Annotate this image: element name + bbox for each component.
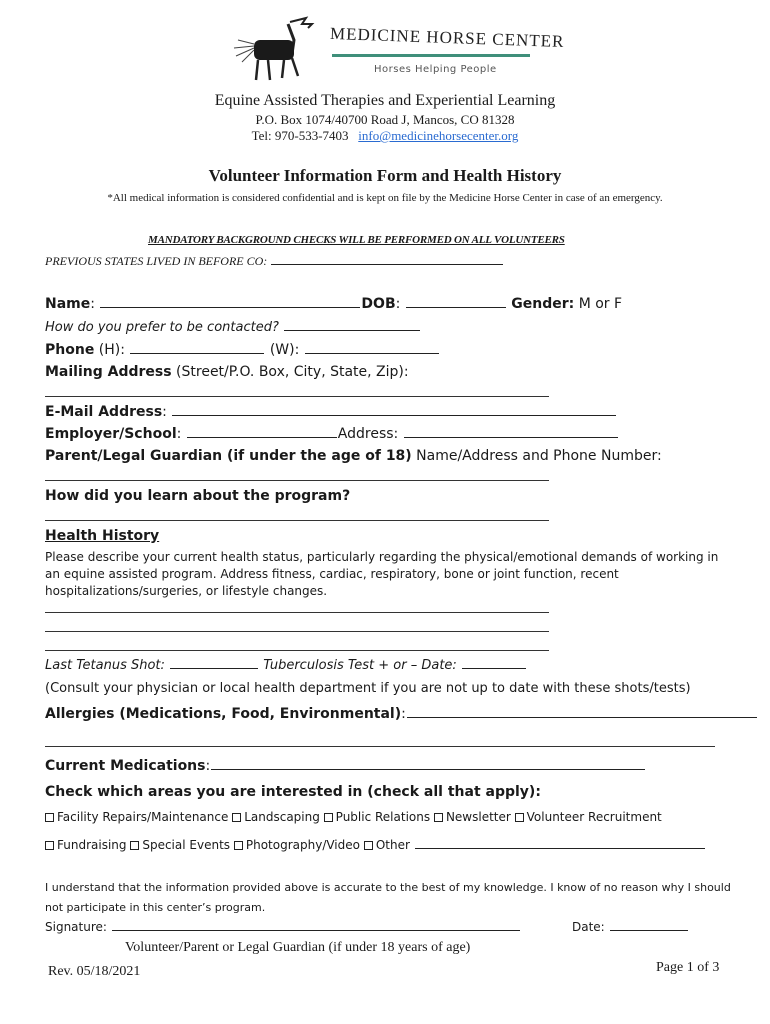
interests-title: Check which areas you are interested in (check all that apply): [45,784,541,800]
logo-underline [332,54,530,57]
signature-row [45,920,521,934]
phone-row [45,342,440,358]
other-field[interactable] [415,847,705,849]
email-label: E-Mail Address [45,404,163,420]
health-field-2[interactable] [45,631,549,632]
checkbox-other[interactable]: Other [364,838,410,852]
confidential-note: *All medical information is considered confidential and is kept on file by the Medicine Horse Center in case of an emergency. [107,192,663,204]
shots-row: Last Tetanus Shot: Tuberculosis Test + or – Date: [45,658,527,673]
employer-row: Employer/School: Address: [45,426,619,442]
guardian-field[interactable] [45,480,549,481]
tetanus-field[interactable] [170,667,258,669]
page-number: Page 1 of 3 [656,960,720,975]
signature-field[interactable] [112,929,520,931]
contact-pref-field[interactable] [284,329,420,331]
guardian-row [45,448,662,464]
checkbox-fundraising[interactable]: Fundraising [45,838,127,852]
mailing-row [45,364,409,380]
medications-field[interactable] [211,768,645,770]
name-label: Name [45,296,91,312]
name-field[interactable] [100,306,360,308]
gender-label: Gender: [511,296,575,312]
health-title: Health History [45,528,160,544]
checkbox-photography[interactable]: Photography/Video [234,838,360,852]
mailing-hint: (Street/P.O. Box, City, State, Zip): [176,364,409,380]
phone-h-label: (H): [98,342,125,358]
health-desc-1: Please describe your current health status, particularly regarding the physical/emotional demands of working in [45,550,719,564]
mailing-field[interactable] [45,396,549,397]
org-contact [0,128,770,144]
understand-1: I understand that the information provided above is accurate to the best of my knowledge. I know of no reason why I should [45,881,731,894]
date-label: Date: [572,920,605,934]
horse-logo-icon [228,14,328,86]
checkbox-icon [324,813,333,822]
email-link[interactable]: info@medicinehorsecenter.org [358,128,519,143]
medications-row: Current Medications: [45,758,646,774]
logo-name: MEDICINE HORSE CENTER [329,23,565,52]
dob-field[interactable] [406,306,506,308]
checkbox-icon [130,841,139,850]
org-heading: Equine Assisted Therapies and Experiential Learning [214,92,556,109]
checkbox-icon [234,841,243,850]
phone-h-field[interactable] [130,352,264,354]
checkbox-icon [364,841,373,850]
org-tel: Tel: 970-533-7403 [251,128,349,143]
date-row [572,920,689,934]
employer-address-field[interactable] [404,436,618,438]
understand-2: not participate in this center’s program. [45,901,266,914]
checkbox-icon [515,813,524,822]
checkbox-facility[interactable]: Facility Repairs/Maintenance [45,810,228,824]
gender-options[interactable]: M or F [578,296,623,312]
tetanus-label: Last Tetanus Shot [45,658,161,673]
previous-states-field[interactable] [271,263,503,265]
health-desc-2: an equine assisted program. Address fitness, cardiac, respiratory, bone or joint function, recent [45,567,619,581]
signature-label: Signature: [45,920,107,934]
consult-note: (Consult your physician or local health department if you are not up to date with these shots/tests) [45,681,691,696]
email-row: E-Mail Address: [45,404,617,420]
tb-label: Tuberculosis Test + or – Date: [263,658,457,673]
interests-row-2 [45,838,706,852]
name-row: Name: DOB: Gender: M or F [45,296,623,312]
checkbox-icon [45,813,54,822]
allergies-row: Allergies (Medications, Food, Environmental): [45,706,758,722]
date-field[interactable] [610,929,688,931]
previous-states-row [45,254,504,269]
phone-w-label: (W): [269,342,300,358]
health-field-1[interactable] [45,612,549,613]
phone-label: Phone [45,342,95,358]
allergies-field-2[interactable] [45,746,715,747]
learn-label: How did you learn about the program? [45,488,351,504]
interests-row-1 [45,810,662,824]
mandatory-note: MANDATORY BACKGROUND CHECKS WILL BE PERFORMED ON ALL VOLUNTEERS [148,234,565,246]
checkbox-icon [434,813,443,822]
org-address: P.O. Box 1074/40700 Road J, Mancos, CO 81328 [255,112,515,127]
email-field[interactable] [172,414,616,416]
employer-field[interactable] [187,436,337,438]
allergies-label: Allergies (Medications, Food, Environmental) [45,706,402,722]
checkbox-icon [45,841,54,850]
tb-date-field[interactable] [462,667,526,669]
learn-field[interactable] [45,520,549,521]
employer-address-label: Address: [337,426,399,442]
revision: Rev. 05/18/2021 [48,964,141,979]
checkbox-volunteer-recruitment[interactable]: Volunteer Recruitment [515,810,662,824]
medications-label: Current Medications [45,758,206,774]
form-title: Volunteer Information Form and Health History [208,166,562,185]
contact-pref-row [45,320,421,335]
allergies-field[interactable] [407,716,757,718]
dob-label: DOB [361,296,396,312]
logo [228,14,565,86]
phone-w-field[interactable] [305,352,439,354]
checkbox-icon [232,813,241,822]
employer-label: Employer/School [45,426,177,442]
health-field-3[interactable] [45,650,549,651]
checkbox-newsletter[interactable]: Newsletter [434,810,511,824]
mailing-label: Mailing Address [45,364,172,380]
guardian-label: Parent/Legal Guardian (if under the age of 18) [45,448,412,464]
health-desc-3: hospitalizations/surgeries, or lifestyle changes. [45,584,328,598]
previous-states-label: PREVIOUS STATES LIVED IN BEFORE CO: [45,254,268,268]
checkbox-landscaping[interactable]: Landscaping [232,810,320,824]
checkbox-special-events[interactable]: Special Events [130,838,230,852]
guardian-hint: Name/Address and Phone Number: [416,448,662,464]
checkbox-public-relations[interactable]: Public Relations [324,810,430,824]
signer-note: Volunteer/Parent or Legal Guardian (if under 18 years of age) [125,940,471,955]
contact-pref-label: How do you prefer to be contacted? [45,320,279,335]
logo-tagline: Horses Helping People [374,64,497,75]
